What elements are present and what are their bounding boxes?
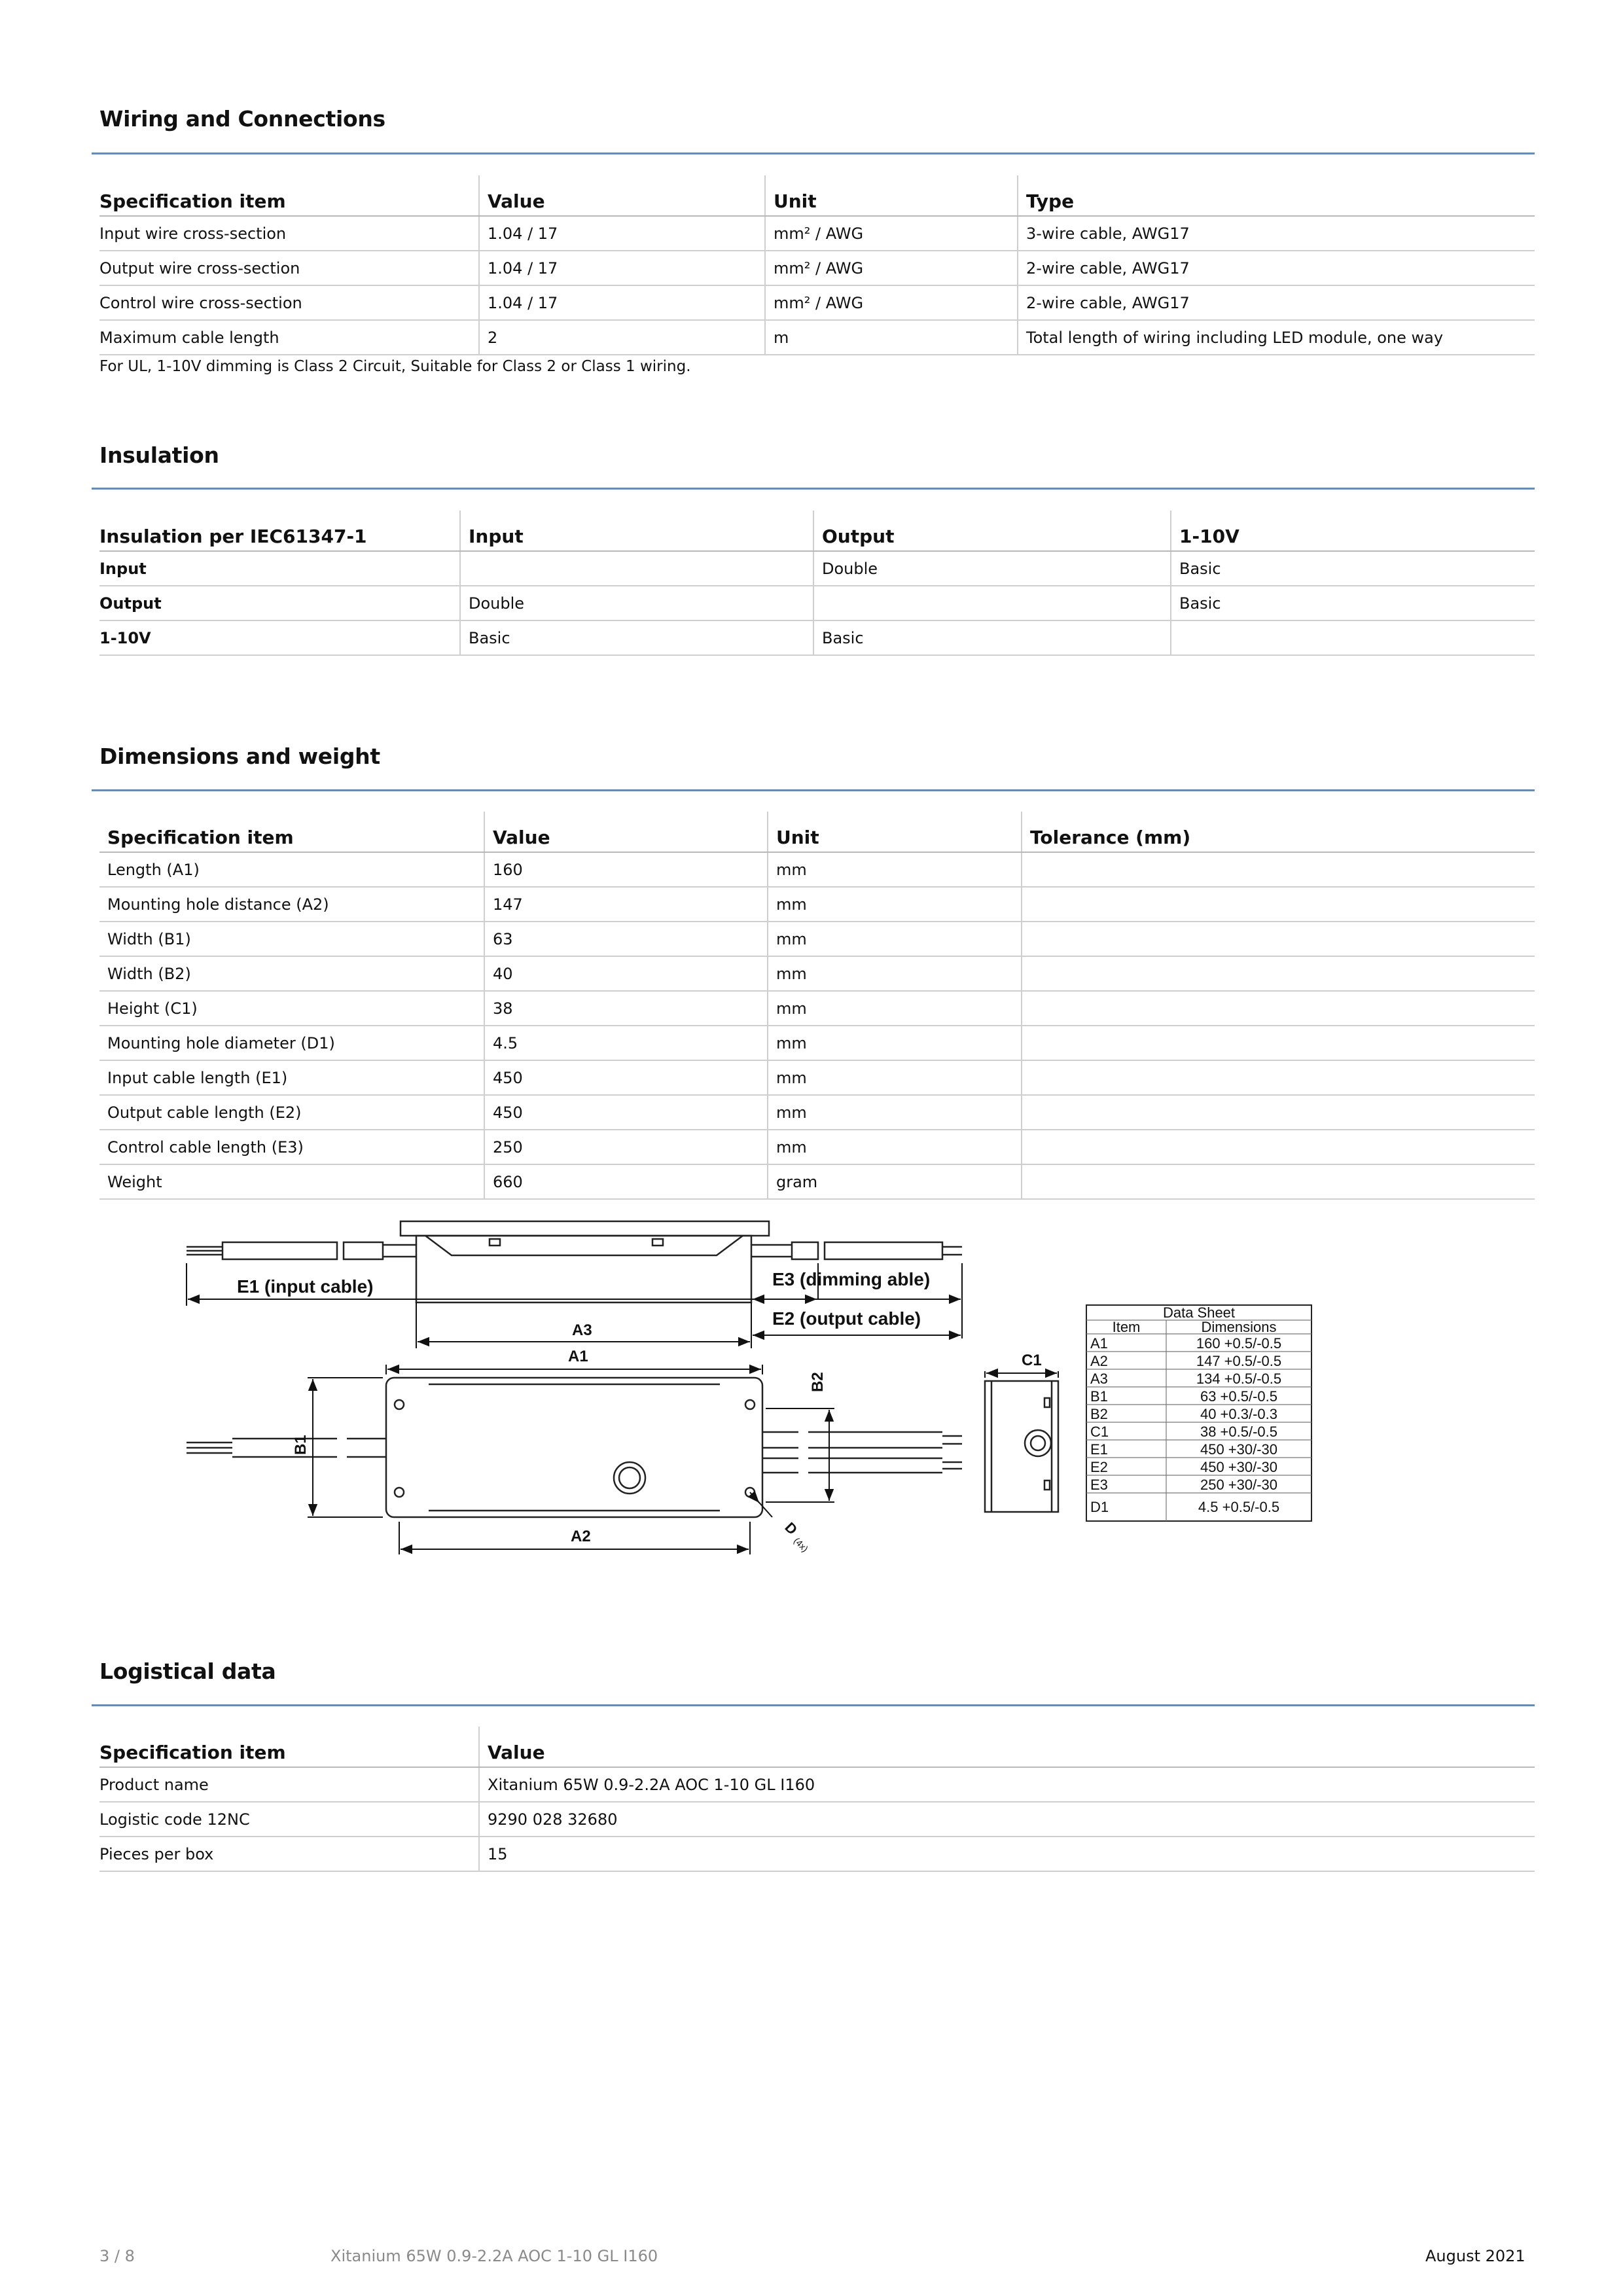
footer-date: August 2021 [1425,2247,1525,2265]
table-cell: Input wire cross-section [99,216,479,251]
table-cell: Input cable length (E1) [99,1060,484,1095]
table-cell: Mounting hole diameter (D1) [99,1026,484,1060]
label-a3: A3 [572,1321,592,1339]
table-cell: Double [813,551,1171,586]
label-e1: E1 (input cable) [237,1276,374,1297]
table-cell: m [765,320,1018,355]
datasheet-item: A1 [1090,1335,1108,1352]
datasheet-item: C1 [1090,1424,1109,1440]
table-cell: mm² / AWG [765,285,1018,320]
column-header: Type [1018,175,1535,216]
section-title-dimensions: Dimensions and weight [99,744,380,769]
table-cell: mm [768,922,1022,956]
table-cell: Xitanium 65W 0.9-2.2A AOC 1-10 GL I160 [479,1767,1535,1802]
page-number: 3 / 8 [99,2247,135,2265]
datasheet-item: D1 [1090,1499,1109,1515]
table-cell: Width (B1) [99,922,484,956]
table-cell: mm [768,956,1022,991]
table-cell: Product name [99,1767,479,1802]
table-header-row [99,1727,1535,1767]
table-cell: 3-wire cable, AWG17 [1018,216,1535,251]
table-cell: Logistic code 12NC [99,1802,479,1837]
column-header: Specification item [99,175,479,216]
table-cell: 1.04 / 17 [479,285,765,320]
datasheet-dim: 250 +30/-30 [1200,1477,1278,1493]
section-rule [92,1704,1535,1706]
datasheet-item: E1 [1090,1441,1108,1458]
table-cell: Basic [1171,551,1535,586]
table-cell: 450 [484,1095,768,1130]
label-e3: E3 (dimming able) [772,1269,931,1289]
table-cell: Maximum cable length [99,320,479,355]
table-cell: mm [768,1130,1022,1164]
table-cell: Length (A1) [99,852,484,887]
datasheet-item: B1 [1090,1388,1108,1405]
table-cell: 147 [484,887,768,922]
column-header: 1-10V [1171,511,1535,551]
column-header: Specification item [99,1727,479,1767]
table-cell: 38 [484,991,768,1026]
datasheet-item: A3 [1090,1371,1108,1387]
datasheet-dim: 147 +0.5/-0.5 [1196,1353,1282,1369]
label-b2: B2 [809,1372,827,1392]
datasheet-item: A2 [1090,1353,1108,1369]
table-cell: 160 [484,852,768,887]
table-cell: mm² / AWG [765,216,1018,251]
table-cell: Basic [813,620,1171,655]
column-header: Tolerance (mm) [1022,812,1535,852]
table-cell: 2-wire cable, AWG17 [1018,251,1535,285]
column-header: Output [813,511,1171,551]
table-cell: mm [768,1095,1022,1130]
table-cell: 1.04 / 17 [479,216,765,251]
table-cell: mm [768,852,1022,887]
row-header: Input [99,551,460,586]
table-cell: Control cable length (E3) [99,1130,484,1164]
label-b1: B1 [292,1435,310,1455]
table-cell: mm [768,887,1022,922]
datasheet-dim: 450 +30/-30 [1200,1459,1278,1475]
datasheet-table [1086,1304,1311,1521]
table-cell: gram [768,1164,1022,1199]
table-cell: Basic [1171,586,1535,620]
datasheet-dim: 160 +0.5/-0.5 [1196,1335,1282,1352]
table-cell: Weight [99,1164,484,1199]
table-cell: 4.5 [484,1026,768,1060]
table-cell: Double [460,586,813,620]
datasheet-item: E2 [1090,1459,1108,1475]
table-cell: Control wire cross-section [99,285,479,320]
logistics-table [99,1727,1535,1872]
table-row [99,1767,1535,1802]
datasheet-dim: 40 +0.3/-0.3 [1200,1406,1278,1422]
footer-product-name: Xitanium 65W 0.9-2.2A AOC 1-10 GL I160 [330,2247,658,2265]
table-cell: 2-wire cable, AWG17 [1018,285,1535,320]
table-row [99,1802,1535,1837]
table-cell: 660 [484,1164,768,1199]
table-cell: Height (C1) [99,991,484,1026]
table-cell: Output cable length (E2) [99,1095,484,1130]
table-cell: mm [768,1026,1022,1060]
end-view [985,1381,1058,1512]
column-header: Value [479,1727,1535,1767]
column-header: Unit [765,175,1018,216]
table-cell: 9290 028 32680 [479,1802,1535,1837]
table-cell: Width (B2) [99,956,484,991]
table-cell: 250 [484,1130,768,1164]
label-d: D [781,1518,801,1538]
section-title-logistics: Logistical data [99,1659,276,1684]
label-e2: E2 (output cable) [772,1308,921,1329]
table-cell: Output wire cross-section [99,251,479,285]
datasheet-title: Data Sheet [1162,1304,1236,1321]
table-row [99,1837,1535,1871]
row-header: Output [99,586,460,620]
datasheet-dim: 4.5 +0.5/-0.5 [1198,1499,1280,1515]
row-header: 1-10V [99,620,460,655]
table-cell: Mounting hole distance (A2) [99,887,484,922]
table-cell: mm [768,1060,1022,1095]
column-header: Value [479,175,765,216]
table-cell: Total length of wiring including LED module, one way [1018,320,1535,355]
datasheet-dim: 63 +0.5/-0.5 [1200,1388,1278,1405]
datasheet-item: E3 [1090,1477,1108,1493]
table-cell: 63 [484,922,768,956]
label-c1: C1 [1022,1352,1042,1369]
datasheet-dim: 38 +0.5/-0.5 [1200,1424,1278,1440]
table-cell: 15 [479,1837,1535,1871]
table-cell: 40 [484,956,768,991]
datasheet-item: B2 [1090,1406,1108,1422]
datasheet-dim: 134 +0.5/-0.5 [1196,1371,1282,1387]
table-cell: mm [768,991,1022,1026]
label-a2: A2 [571,1528,591,1545]
column-header: Unit [768,812,1022,852]
datasheet-col-header: Item [1112,1319,1141,1335]
table-cell: 1.04 / 17 [479,251,765,285]
column-header: Insulation per IEC61347-1 [99,511,460,551]
table-cell: mm² / AWG [765,251,1018,285]
table-cell: Pieces per box [99,1837,479,1871]
datasheet-dim: 450 +30/-30 [1200,1441,1278,1458]
section-title-wiring: Wiring and Connections [99,106,385,132]
label-d-sub: (4x) [791,1535,811,1554]
datasheet-col-header: Dimensions [1201,1319,1277,1335]
column-header: Specification item [99,812,484,852]
table-cell: Basic [460,620,813,655]
ul-note: For UL, 1-10V dimming is Class 2 Circuit, Suitable for Class 2 or Class 1 wiring. [99,358,691,375]
column-header: Value [484,812,768,852]
label-a1: A1 [568,1348,588,1365]
column-header: Input [460,511,813,551]
table-cell: 450 [484,1060,768,1095]
section-title-insulation: Insulation [99,442,219,468]
table-cell: 2 [479,320,765,355]
